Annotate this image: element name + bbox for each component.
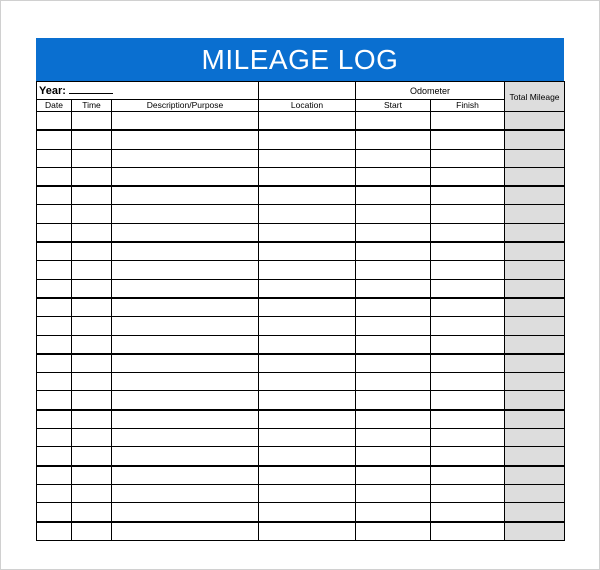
start-cell[interactable] [356, 279, 431, 298]
location-cell[interactable] [259, 354, 356, 373]
total-mileage-cell[interactable] [505, 503, 565, 522]
location-cell[interactable] [259, 335, 356, 354]
finish-cell[interactable] [431, 522, 505, 541]
date-cell[interactable] [37, 279, 72, 298]
finish-cell[interactable] [431, 186, 505, 205]
page-title: MILEAGE LOG [36, 38, 564, 81]
time-cell[interactable] [72, 335, 112, 354]
time-cell[interactable] [72, 503, 112, 522]
date-cell[interactable] [37, 149, 72, 167]
finish-cell[interactable] [431, 112, 505, 131]
log-row [37, 279, 565, 298]
year-label: Year: [39, 85, 66, 97]
time-header: Time [72, 100, 112, 112]
start-cell[interactable] [356, 335, 431, 354]
date-cell[interactable] [37, 130, 72, 149]
start-cell[interactable] [356, 410, 431, 429]
time-cell[interactable] [72, 522, 112, 541]
start-cell[interactable] [356, 149, 431, 167]
log-row [37, 167, 565, 186]
location-cell[interactable] [259, 484, 356, 502]
start-cell[interactable] [356, 354, 431, 373]
finish-cell[interactable] [431, 242, 505, 261]
log-row [37, 223, 565, 242]
location-header: Location [259, 100, 356, 112]
total-mileage-cell[interactable] [505, 335, 565, 354]
start-cell[interactable] [356, 112, 431, 131]
start-cell[interactable] [356, 317, 431, 335]
finish-cell[interactable] [431, 429, 505, 447]
finish-cell[interactable] [431, 391, 505, 410]
log-row [37, 522, 565, 541]
log-row [37, 298, 565, 317]
description-cell[interactable] [112, 298, 259, 317]
total-mileage-header: Total Mileage [505, 82, 565, 112]
finish-cell[interactable] [431, 223, 505, 242]
description-cell[interactable] [112, 410, 259, 429]
time-cell[interactable] [72, 242, 112, 261]
description-header: Description/Purpose [112, 100, 259, 112]
location-cell[interactable] [259, 279, 356, 298]
description-cell[interactable] [112, 167, 259, 186]
time-cell[interactable] [72, 373, 112, 391]
total-mileage-cell[interactable] [505, 149, 565, 167]
total-mileage-cell[interactable] [505, 167, 565, 186]
location-cell[interactable] [259, 410, 356, 429]
start-cell[interactable] [356, 391, 431, 410]
finish-cell[interactable] [431, 298, 505, 317]
description-cell[interactable] [112, 279, 259, 298]
date-cell[interactable] [37, 391, 72, 410]
time-cell[interactable] [72, 149, 112, 167]
odometer-header: Odometer [356, 82, 505, 100]
description-cell[interactable] [112, 205, 259, 223]
log-row [37, 410, 565, 429]
log-row [37, 466, 565, 485]
start-cell[interactable] [356, 261, 431, 279]
location-cell[interactable] [259, 242, 356, 261]
time-cell[interactable] [72, 261, 112, 279]
time-cell[interactable] [72, 205, 112, 223]
date-header: Date [37, 100, 72, 112]
finish-cell[interactable] [431, 261, 505, 279]
finish-cell[interactable] [431, 317, 505, 335]
mileage-log-sheet [36, 38, 564, 541]
description-cell[interactable] [112, 373, 259, 391]
total-mileage-cell[interactable] [505, 223, 565, 242]
start-cell[interactable] [356, 186, 431, 205]
time-cell[interactable] [72, 466, 112, 485]
location-cell[interactable] [259, 503, 356, 522]
year-blank-line[interactable] [69, 84, 113, 94]
description-cell[interactable] [112, 242, 259, 261]
total-mileage-cell[interactable] [505, 205, 565, 223]
description-cell[interactable] [112, 149, 259, 167]
description-cell[interactable] [112, 391, 259, 410]
log-row [37, 112, 565, 131]
year-field[interactable] [37, 82, 259, 100]
start-cell[interactable] [356, 466, 431, 485]
date-cell[interactable] [37, 429, 72, 447]
total-mileage-cell[interactable] [505, 410, 565, 429]
total-mileage-cell[interactable] [505, 429, 565, 447]
location-cell[interactable] [259, 130, 356, 149]
total-mileage-cell[interactable] [505, 242, 565, 261]
finish-cell[interactable] [431, 354, 505, 373]
location-cell[interactable] [259, 186, 356, 205]
date-cell[interactable] [37, 112, 72, 131]
date-cell[interactable] [37, 410, 72, 429]
description-cell[interactable] [112, 112, 259, 131]
start-cell[interactable] [356, 223, 431, 242]
date-cell[interactable] [37, 223, 72, 242]
start-header: Start [356, 100, 431, 112]
total-mileage-cell[interactable] [505, 298, 565, 317]
header-spacer [259, 82, 356, 100]
time-cell[interactable] [72, 130, 112, 149]
finish-cell[interactable] [431, 149, 505, 167]
time-cell[interactable] [72, 167, 112, 186]
date-cell[interactable] [37, 373, 72, 391]
finish-cell[interactable] [431, 484, 505, 502]
total-mileage-cell[interactable] [505, 466, 565, 485]
log-row [37, 447, 565, 466]
finish-cell[interactable] [431, 167, 505, 186]
time-cell[interactable] [72, 317, 112, 335]
description-cell[interactable] [112, 484, 259, 502]
location-cell[interactable] [259, 391, 356, 410]
description-cell[interactable] [112, 522, 259, 541]
total-mileage-cell[interactable] [505, 130, 565, 149]
start-cell[interactable] [356, 373, 431, 391]
log-row [37, 261, 565, 279]
date-cell[interactable] [37, 503, 72, 522]
total-mileage-cell[interactable] [505, 447, 565, 466]
date-cell[interactable] [37, 447, 72, 466]
description-cell[interactable] [112, 466, 259, 485]
location-cell[interactable] [259, 205, 356, 223]
date-cell[interactable] [37, 354, 72, 373]
date-cell[interactable] [37, 298, 72, 317]
log-row [37, 242, 565, 261]
location-cell[interactable] [259, 447, 356, 466]
description-cell[interactable] [112, 447, 259, 466]
location-cell[interactable] [259, 223, 356, 242]
description-cell[interactable] [112, 186, 259, 205]
start-cell[interactable] [356, 205, 431, 223]
log-row [37, 354, 565, 373]
finish-cell[interactable] [431, 447, 505, 466]
log-row [37, 484, 565, 502]
total-mileage-cell[interactable] [505, 522, 565, 541]
log-row [37, 429, 565, 447]
time-cell[interactable] [72, 391, 112, 410]
date-cell[interactable] [37, 261, 72, 279]
total-mileage-cell[interactable] [505, 391, 565, 410]
total-mileage-cell[interactable] [505, 354, 565, 373]
finish-cell[interactable] [431, 410, 505, 429]
date-cell[interactable] [37, 466, 72, 485]
location-cell[interactable] [259, 522, 356, 541]
date-cell[interactable] [37, 484, 72, 502]
log-row [37, 130, 565, 149]
time-cell[interactable] [72, 112, 112, 131]
start-cell[interactable] [356, 167, 431, 186]
description-cell[interactable] [112, 354, 259, 373]
finish-cell[interactable] [431, 373, 505, 391]
total-mileage-cell[interactable] [505, 261, 565, 279]
finish-cell[interactable] [431, 205, 505, 223]
time-cell[interactable] [72, 223, 112, 242]
start-cell[interactable] [356, 447, 431, 466]
description-cell[interactable] [112, 335, 259, 354]
description-cell[interactable] [112, 130, 259, 149]
finish-header: Finish [431, 100, 505, 112]
date-cell[interactable] [37, 522, 72, 541]
finish-cell[interactable] [431, 130, 505, 149]
time-cell[interactable] [72, 354, 112, 373]
total-mileage-cell[interactable] [505, 317, 565, 335]
start-cell[interactable] [356, 130, 431, 149]
log-row [37, 335, 565, 354]
start-cell[interactable] [356, 503, 431, 522]
time-cell[interactable] [72, 298, 112, 317]
time-cell[interactable] [72, 447, 112, 466]
start-cell[interactable] [356, 522, 431, 541]
start-cell[interactable] [356, 484, 431, 502]
date-cell[interactable] [37, 205, 72, 223]
finish-cell[interactable] [431, 335, 505, 354]
description-cell[interactable] [112, 261, 259, 279]
log-row [37, 317, 565, 335]
description-cell[interactable] [112, 503, 259, 522]
description-cell[interactable] [112, 223, 259, 242]
log-row [37, 503, 565, 522]
location-cell[interactable] [259, 429, 356, 447]
log-row [37, 205, 565, 223]
total-mileage-cell[interactable] [505, 112, 565, 131]
location-cell[interactable] [259, 149, 356, 167]
location-cell[interactable] [259, 317, 356, 335]
time-cell[interactable] [72, 186, 112, 205]
total-mileage-cell[interactable] [505, 373, 565, 391]
total-mileage-cell[interactable] [505, 484, 565, 502]
location-cell[interactable] [259, 298, 356, 317]
location-cell[interactable] [259, 261, 356, 279]
start-cell[interactable] [356, 429, 431, 447]
date-cell[interactable] [37, 242, 72, 261]
description-cell[interactable] [112, 429, 259, 447]
time-cell[interactable] [72, 429, 112, 447]
total-mileage-cell[interactable] [505, 186, 565, 205]
start-cell[interactable] [356, 298, 431, 317]
log-row [37, 186, 565, 205]
finish-cell[interactable] [431, 466, 505, 485]
time-cell[interactable] [72, 279, 112, 298]
log-row [37, 391, 565, 410]
finish-cell[interactable] [431, 279, 505, 298]
date-cell[interactable] [37, 317, 72, 335]
location-cell[interactable] [259, 167, 356, 186]
mileage-table [36, 81, 565, 541]
date-cell[interactable] [37, 186, 72, 205]
time-cell[interactable] [72, 484, 112, 502]
location-cell[interactable] [259, 373, 356, 391]
location-cell[interactable] [259, 466, 356, 485]
time-cell[interactable] [72, 410, 112, 429]
log-row [37, 149, 565, 167]
description-cell[interactable] [112, 317, 259, 335]
date-cell[interactable] [37, 167, 72, 186]
date-cell[interactable] [37, 335, 72, 354]
start-cell[interactable] [356, 242, 431, 261]
location-cell[interactable] [259, 112, 356, 131]
total-mileage-cell[interactable] [505, 279, 565, 298]
finish-cell[interactable] [431, 503, 505, 522]
log-row [37, 373, 565, 391]
